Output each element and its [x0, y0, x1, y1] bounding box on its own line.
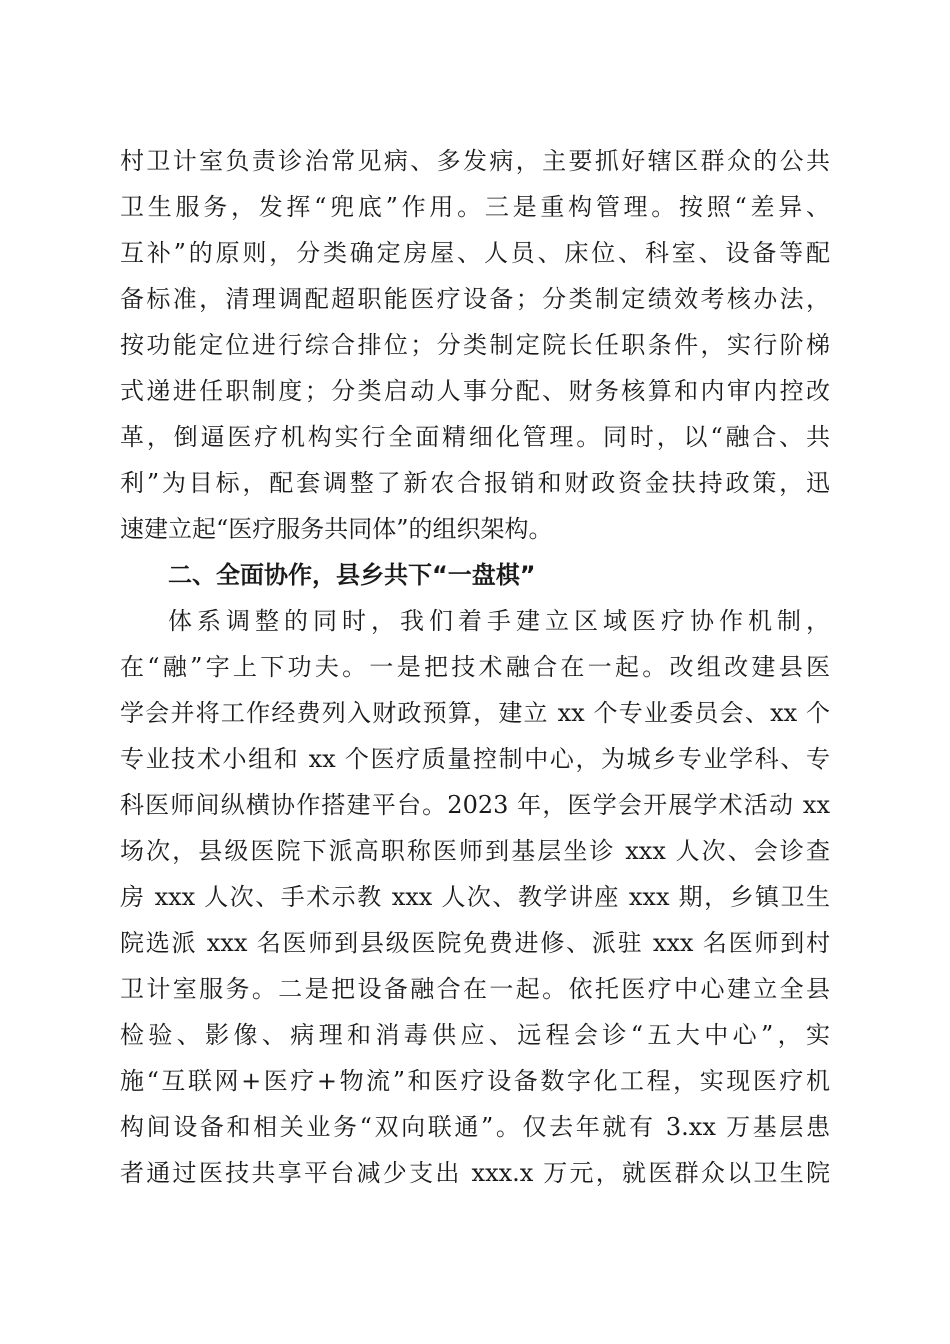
paragraph-line: 体系调整的同时，我们着手建立区域医疗协作机制，: [168, 607, 830, 635]
paragraph-line: 房 xxx 人次、手术示教 xxx 人次、教学讲座 xxx 期，乡镇卫生: [120, 883, 830, 911]
paragraph-line: 检验、影像、病理和消毒供应、远程会诊“五大中心”，实: [120, 1021, 830, 1049]
paragraph-line: 按功能定位进行综合排位；分类制定院长任职条件，实行阶梯: [120, 331, 830, 359]
paragraph-line: 式递进任职制度；分类启动人事分配、财务核算和内审内控改: [120, 377, 830, 405]
paragraph-line: 科医师间纵横协作搭建平台。2023 年，医学会开展学术活动 xx: [120, 791, 830, 819]
section-heading: 二、全面协作，县乡共下“一盘棋”: [168, 561, 536, 589]
paragraph-line: 构间设备和相关业务“双向联通”。仅去年就有 3.xx 万基层患: [120, 1113, 830, 1141]
paragraph-line: 村卫计室负责诊治常见病、多发病，主要抓好辖区群众的公共: [120, 147, 830, 175]
paragraph-line: 互补”的原则，分类确定房屋、人员、床位、科室、设备等配: [120, 239, 830, 267]
paragraph-line: 院选派 xxx 名医师到县级医院免费进修、派驻 xxx 名医师到村: [120, 929, 830, 957]
paragraph-line: 在“融”字上下功夫。一是把技术融合在一起。改组改建县医: [120, 653, 830, 681]
paragraph-line: 施“互联网+医疗+物流”和医疗设备数字化工程，实现医疗机: [120, 1067, 830, 1095]
paragraph-line: 学会并将工作经费列入财政预算，建立 xx 个专业委员会、xx 个: [120, 699, 830, 727]
paragraph-line: 速建立起“医疗服务共同体”的组织架构。: [120, 515, 553, 543]
paragraph-line: 卫计室服务。二是把设备融合在一起。依托医疗中心建立全县: [120, 975, 830, 1003]
paragraph-line: 卫生服务，发挥“兜底”作用。三是重构管理。按照“差异、: [120, 193, 830, 221]
paragraph-line: 革，倒逼医疗机构实行全面精细化管理。同时，以“融合、共: [120, 423, 830, 451]
paragraph-line: 场次，县级医院下派高职称医师到基层坐诊 xxx 人次、会诊查: [120, 837, 830, 865]
paragraph-line: 专业技术小组和 xx 个医疗质量控制中心，为城乡专业学科、专: [120, 745, 830, 773]
paragraph-line: 者通过医技共享平台减少支出 xxx.x 万元，就医群众以卫生院: [120, 1159, 830, 1187]
paragraph-line: 备标准，清理调配超职能医疗设备；分类制定绩效考核办法，: [120, 285, 830, 313]
paragraph-line: 利”为目标，配套调整了新农合报销和财政资金扶持政策，迅: [120, 469, 830, 497]
